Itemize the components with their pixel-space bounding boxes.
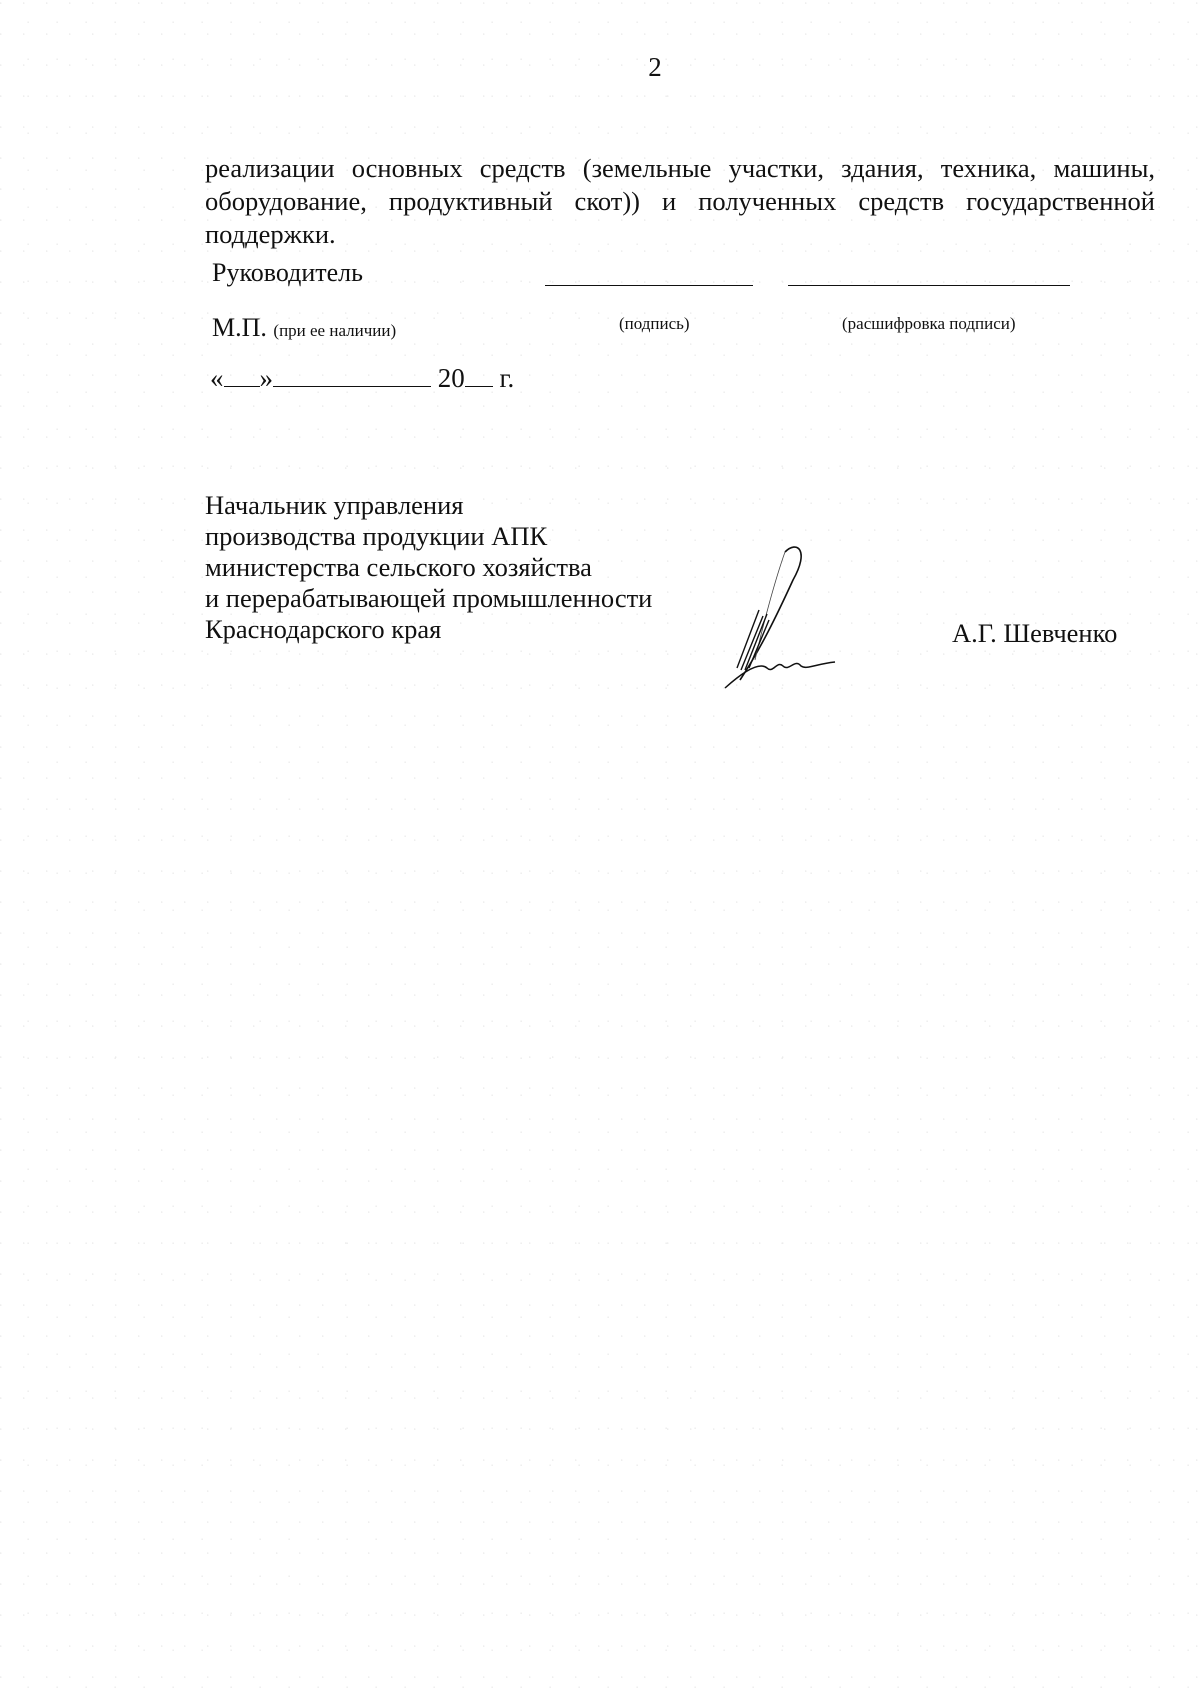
official-title-line: Начальник управления: [205, 490, 464, 520]
day-blank: [224, 362, 260, 387]
signature-decode-field-line: [788, 285, 1070, 286]
date-field: [210, 362, 514, 394]
year-blank: [465, 362, 493, 387]
signature-decode-caption: (расшифровка подписи): [842, 314, 1016, 333]
official-title-line: Краснодарского края: [205, 614, 442, 644]
signature-caption: (подпись): [619, 314, 690, 333]
year-suffix: г.: [499, 363, 515, 393]
body-paragraph: [205, 152, 1155, 251]
paragraph-line-1: реализации основных средств (земельные участки, здания, техника, машины,: [205, 153, 1155, 183]
month-blank: [273, 362, 431, 387]
stamp-note: (при ее наличии): [273, 321, 397, 340]
head-label: Руководитель: [212, 258, 363, 287]
paragraph-line-3: поддержки.: [205, 219, 336, 249]
signature-field-line: [545, 285, 753, 286]
stamp-label: [212, 313, 396, 343]
date-close-quote: »: [259, 363, 273, 393]
official-title-line: производства продукции АПК: [205, 521, 548, 551]
year-prefix: 20: [437, 363, 465, 393]
paragraph-line-2: оборудование, продуктивный скот)) и полученных средств государственной: [205, 186, 1155, 216]
official-name: А.Г. Шевченко: [952, 618, 1118, 648]
official-title-line: министерства сельского хозяйства: [205, 552, 592, 582]
official-title-line: и перерабатывающей промышленности: [205, 583, 653, 613]
date-open-quote: «: [210, 363, 224, 393]
stamp-abbrev: М.П.: [212, 313, 267, 342]
official-title: [205, 490, 652, 645]
page-number: 2: [648, 52, 662, 82]
handwritten-signature-icon: [715, 540, 855, 690]
